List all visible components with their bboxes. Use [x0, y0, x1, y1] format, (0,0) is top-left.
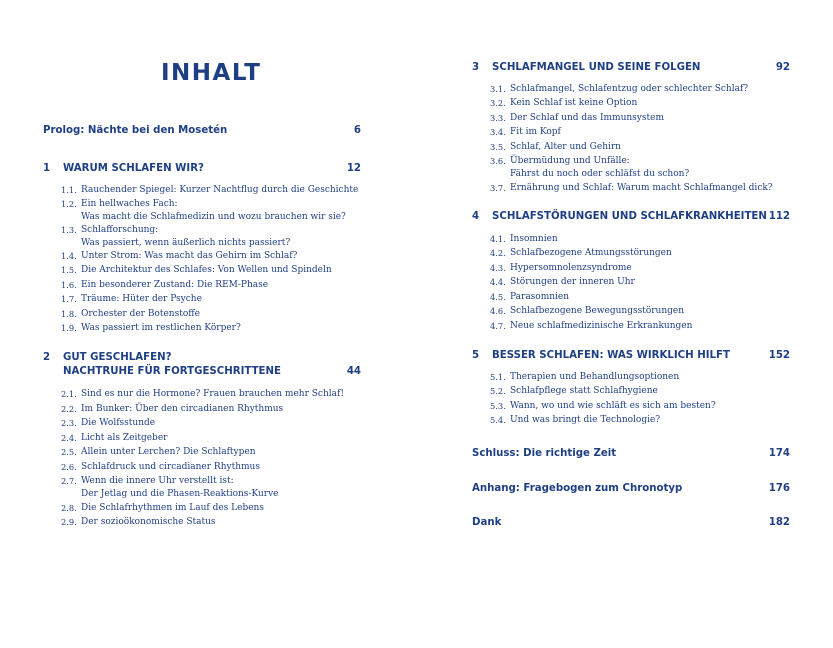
subentry-title: Kein Schlaf ist keine Option — [510, 98, 638, 108]
subentry-title: Schlafdruck und circadianer Rhythmus — [81, 462, 260, 472]
subentry-number: 3.2. — [490, 98, 506, 108]
subentry-number: 5.3. — [490, 401, 506, 411]
page-number: 182 — [768, 517, 790, 528]
subentry-number: 3.6. — [490, 156, 506, 166]
toc-subentry[interactable] — [43, 446, 361, 459]
toc-subentry[interactable] — [472, 385, 790, 398]
subentry-title: Ernährung und Schlaf: Warum macht Schlafmangel dick? — [510, 183, 773, 193]
subentry-title: Schlafbezogene Atmungsstörungen — [510, 248, 672, 258]
subentry-number: 1.2. — [61, 199, 77, 209]
toc-subentry[interactable] — [43, 502, 361, 515]
chapter-title: GUT GESCHLAFEN? — [63, 352, 172, 363]
subentry-number: 4.3. — [490, 263, 506, 273]
toc-subentry[interactable] — [472, 414, 790, 427]
subentry-title: Allein unter Lerchen? Die Schlaftypen — [81, 447, 256, 457]
subentry-title: Ein hellwaches Fach: — [81, 199, 178, 209]
page-number: 92 — [775, 62, 790, 73]
subentry-number: 2.4. — [61, 433, 77, 443]
subentry-number: 1.7. — [61, 294, 77, 304]
chapter-title: SCHLAFSTÖRUNGEN UND SCHLAFKRANKHEITEN — [492, 211, 767, 222]
subentry-number: 4.6. — [490, 306, 506, 316]
toc-subentry[interactable] — [472, 320, 790, 333]
subentry-title-line2: Was passiert, wenn äußerlich nichts passiert? — [81, 237, 291, 248]
subentry-title: Wann, wo und wie schläft es sich am besten? — [510, 401, 716, 411]
chapter-title: WARUM SCHLAFEN WIR? — [63, 163, 204, 174]
subentry-title: Und was bringt die Technologie? — [510, 415, 661, 425]
toc-subentry[interactable] — [43, 184, 361, 197]
toc-chapter-entry[interactable] — [43, 351, 361, 379]
toc-subentry[interactable] — [43, 388, 361, 401]
toc-subentry[interactable] — [472, 126, 790, 139]
subentry-number: 2.5. — [61, 447, 77, 457]
toc-subentry[interactable] — [43, 264, 361, 277]
toc-subentry[interactable] — [472, 112, 790, 125]
subentry-number: 1.1. — [61, 185, 77, 195]
subentry-number: 2.8. — [61, 503, 77, 513]
chapter-number: 4 — [472, 211, 480, 222]
toc-subentry[interactable] — [472, 400, 790, 413]
subentry-title: Neue schlafmedizinische Erkrankungen — [510, 321, 693, 331]
toc-subentry[interactable] — [43, 224, 361, 249]
subentry-title: Schlafpflege statt Schlafhygiene — [510, 386, 658, 396]
subentry-number: 4.1. — [490, 234, 506, 244]
toc-subentry[interactable] — [472, 305, 790, 318]
chapter-number: 5 — [472, 350, 480, 361]
subentry-title: Die Architektur des Schlafes: Von Wellen und Spindeln — [81, 265, 332, 275]
subentry-title: Träume: Hüter der Psyche — [81, 294, 202, 304]
toc-subentry[interactable] — [43, 475, 361, 500]
subentry-title: Was passiert im restlichen Körper? — [81, 323, 241, 333]
subentry-number: 5.1. — [490, 372, 506, 382]
subentry-title: Ein besonderer Zustand: Die REM-Phase — [81, 280, 269, 290]
subentry-number: 5.4. — [490, 415, 506, 425]
subentry-number: 2.7. — [61, 476, 77, 486]
chapter-title: SCHLAFMANGEL UND SEINE FOLGEN — [492, 62, 701, 73]
toc-subentry[interactable] — [472, 291, 790, 304]
subentry-number: 2.2. — [61, 404, 77, 414]
subentry-number: 3.4. — [490, 127, 506, 137]
toc-subentry[interactable] — [472, 155, 790, 180]
toc-subentry[interactable] — [472, 247, 790, 260]
subentry-title: Der Schlaf und das Immunsystem — [510, 113, 664, 123]
section-title: Schluss: Die richtige Zeit — [472, 448, 617, 459]
subentry-number: 4.4. — [490, 277, 506, 287]
subentry-number: 1.4. — [61, 251, 77, 261]
chapter-number: 3 — [472, 62, 480, 73]
subentry-title: Schlafforschung: — [81, 225, 159, 235]
subentry-number: 1.6. — [61, 280, 77, 290]
subentry-title: Insomnien — [510, 234, 558, 244]
subentry-number: 3.5. — [490, 142, 506, 152]
toc-subentry[interactable] — [43, 461, 361, 474]
toc-subentry[interactable] — [43, 279, 361, 292]
subentry-number: 2.9. — [61, 517, 77, 527]
subentry-title-line2: Der Jetlag und die Phasen-Reaktions-Kurve — [81, 488, 279, 499]
section-title: Anhang: Fragebogen zum Chronotyp — [472, 483, 683, 494]
chapter-title-line2: NACHTRUHE FÜR FORTGESCHRITTENE — [63, 366, 281, 377]
toc-chapter-entry[interactable] — [472, 210, 790, 224]
page-number: 12 — [346, 163, 361, 174]
toc-subentry[interactable] — [43, 322, 361, 335]
page-number: 174 — [768, 448, 790, 459]
toc-section-entry[interactable] — [472, 516, 790, 530]
subentry-number: 1.9. — [61, 323, 77, 333]
subentry-title: Der sozioökonomische Status — [81, 517, 216, 527]
toc-subentry[interactable] — [43, 516, 361, 529]
subentry-number: 1.5. — [61, 265, 77, 275]
subentry-title: Im Bunker: Über den circadianen Rhythmus — [81, 404, 284, 414]
page-number: 112 — [768, 211, 790, 222]
toc-subentry[interactable] — [43, 417, 361, 430]
subentry-title: Wenn die innere Uhr verstellt ist: — [81, 476, 234, 486]
toc-section-entry[interactable] — [472, 482, 790, 496]
subentry-title: Übermüdung und Unfälle: — [510, 156, 630, 166]
toc-section-entry[interactable] — [43, 124, 361, 138]
subentry-title: Therapien und Behandlungsoptionen — [510, 372, 680, 382]
subentry-number: 3.7. — [490, 183, 506, 193]
toc-subentry[interactable] — [43, 250, 361, 263]
subentry-number: 2.1. — [61, 389, 77, 399]
subentry-number: 3.3. — [490, 113, 506, 123]
subentry-title: Störungen der inneren Uhr — [510, 277, 635, 287]
page-number: 6 — [353, 125, 361, 136]
toc-chapter-entry[interactable] — [472, 349, 790, 363]
chapter-number: 1 — [43, 163, 51, 174]
toc-subentry[interactable] — [43, 308, 361, 321]
page-title: INHALT — [161, 60, 262, 86]
toc-chapter-entry[interactable] — [472, 61, 790, 75]
toc-subentry[interactable] — [43, 293, 361, 306]
subentry-title: Licht als Zeitgeber — [81, 433, 168, 443]
subentry-number: 2.6. — [61, 462, 77, 472]
subentry-number: 4.5. — [490, 292, 506, 302]
subentry-number: 2.3. — [61, 418, 77, 428]
subentry-title: Parasomnien — [510, 292, 570, 302]
subentry-title: Schlaf, Alter und Gehirn — [510, 142, 621, 152]
subentry-title: Unter Strom: Was macht das Gehirn im Schlaf? — [81, 251, 298, 261]
toc-section-entry[interactable] — [472, 447, 790, 461]
subentry-number: 5.2. — [490, 386, 506, 396]
toc-subentry[interactable] — [472, 262, 790, 275]
toc-subentry[interactable] — [472, 141, 790, 154]
subentry-title: Schlafbezogene Bewegungsstörungen — [510, 306, 685, 316]
subentry-title: Hypersomnolenzsyndrome — [510, 263, 632, 273]
toc-subentry[interactable] — [43, 198, 361, 223]
subentry-title-line2: Fährst du noch oder schläfst du schon? — [510, 168, 690, 179]
toc-subentry[interactable] — [472, 182, 790, 195]
subentry-title: Die Wolfsstunde — [81, 418, 156, 428]
subentry-title: Rauchender Spiegel: Kurzer Nachtflug durch die Geschichte — [81, 185, 359, 195]
chapter-number: 2 — [43, 352, 51, 363]
toc-subentry[interactable] — [472, 97, 790, 110]
section-title: Dank — [472, 517, 502, 528]
subentry-title: Die Schlafrhythmen im Lauf des Lebens — [81, 503, 264, 513]
section-title: Prolog: Nächte bei den Mosetén — [43, 125, 228, 136]
subentry-title: Fit im Kopf — [510, 127, 561, 137]
subentry-number: 1.8. — [61, 309, 77, 319]
subentry-title: Schlafmangel, Schlafentzug oder schlechter Schlaf? — [510, 84, 749, 94]
subentry-number: 3.1. — [490, 84, 506, 94]
subentry-title: Sind es nur die Hormone? Frauen brauchen mehr Schlaf! — [81, 389, 344, 399]
chapter-title: BESSER SCHLAFEN: WAS WIRKLICH HILFT — [492, 350, 730, 361]
toc-subentry[interactable] — [43, 432, 361, 445]
subentry-title-line2: Was macht die Schlafmedizin und wozu brauchen wir sie? — [81, 211, 346, 222]
page-number: 176 — [768, 483, 790, 494]
subentry-number: 4.2. — [490, 248, 506, 258]
page-number: 44 — [346, 366, 361, 377]
subentry-number: 1.3. — [61, 225, 77, 235]
toc-subentry[interactable] — [43, 403, 361, 416]
toc-subentry[interactable] — [472, 371, 790, 384]
subentry-number: 4.7. — [490, 321, 506, 331]
toc-subentry[interactable] — [472, 276, 790, 289]
subentry-title: Orchester der Botenstoffe — [81, 309, 200, 319]
page-number: 152 — [768, 350, 790, 361]
toc-subentry[interactable] — [472, 233, 790, 246]
toc-subentry[interactable] — [472, 83, 790, 96]
toc-chapter-entry[interactable] — [43, 162, 361, 176]
